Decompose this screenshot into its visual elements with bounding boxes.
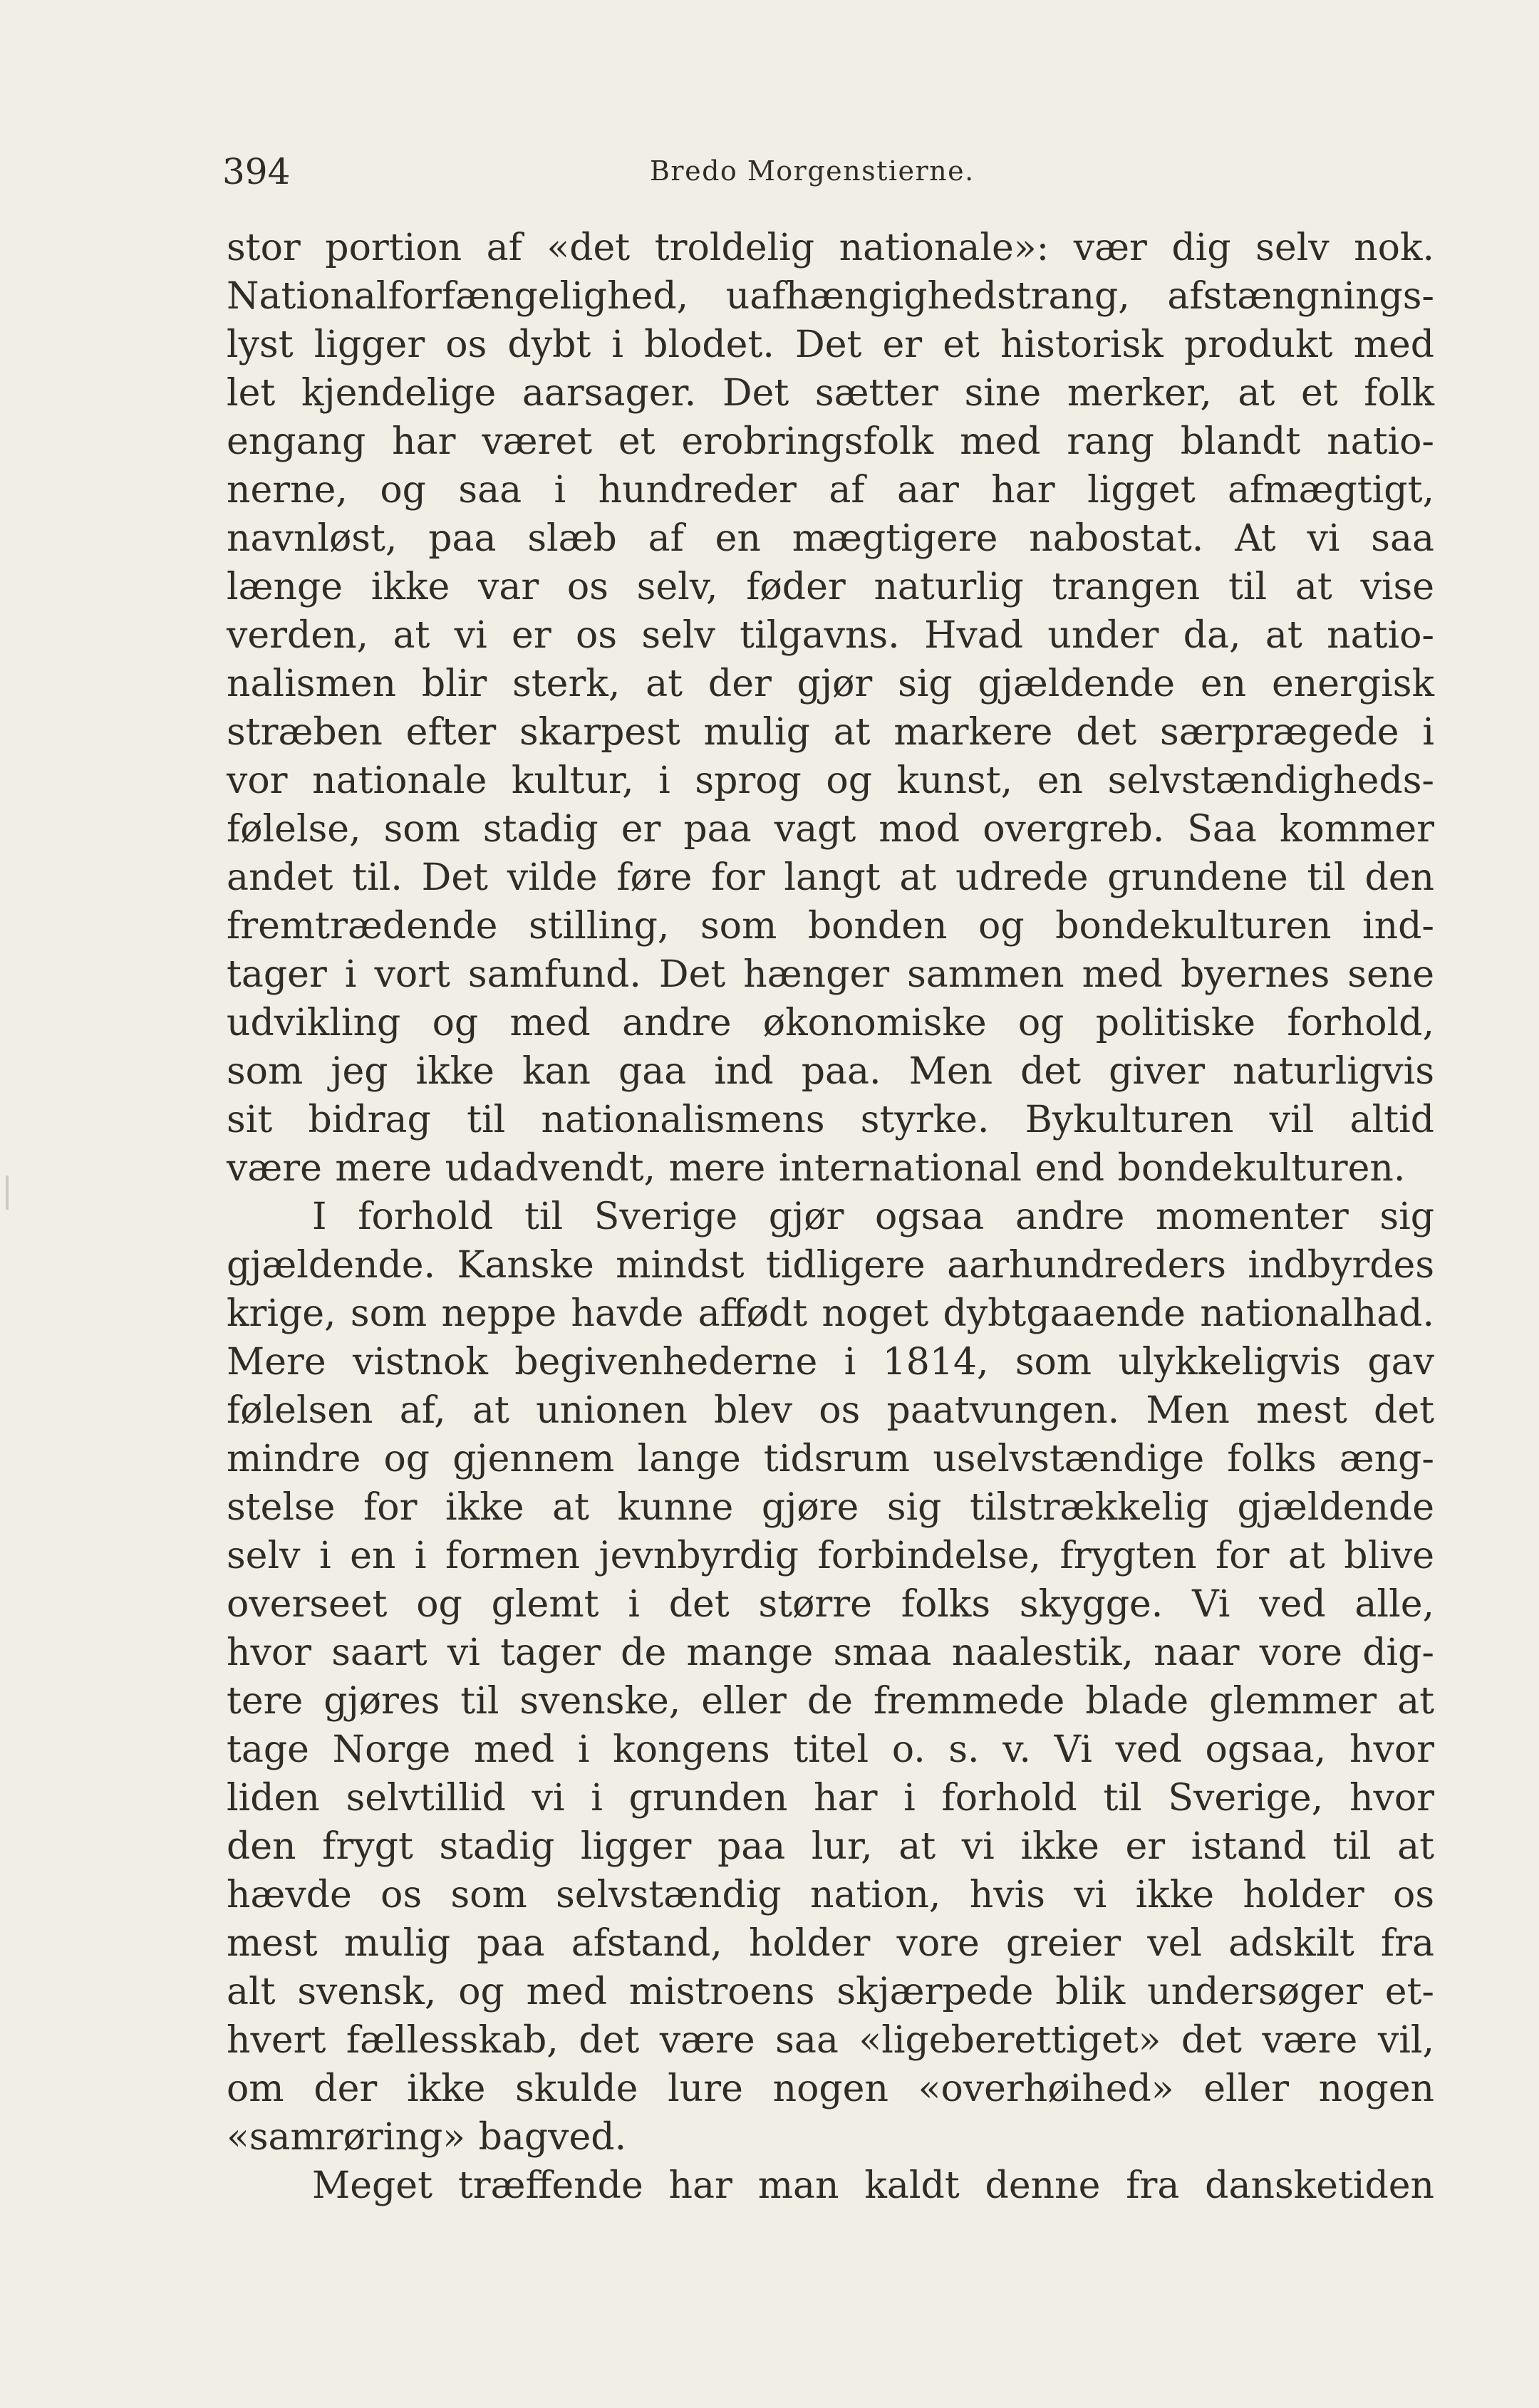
text-line: nalismen blir sterk, at der gjør sig gjældende en energisk [227, 663, 1434, 705]
page-number: 394 [222, 151, 291, 192]
text-line: mindre og gjennem lange tidsrum uselvstændige folks æng- [227, 1438, 1434, 1480]
text-line: den frygt stadig ligger paa lur, at vi ikke er istand til at [227, 1825, 1434, 1868]
text-line: gjældende. Kanske mindst tidligere aarhundreders indbyrdes [227, 1244, 1434, 1287]
text-line: «samrøring» bagved. [227, 2116, 627, 2159]
text-line: let kjendelige aarsager. Det sætter sine merker, at et folk [227, 372, 1434, 415]
body-text [227, 224, 1434, 2210]
text-line: hvert fællesskab, det være saa «ligeberettiget» det være vil, [227, 2019, 1434, 2062]
text-line: vor nationale kultur, i sprog og kunst, en selvstændigheds- [227, 759, 1434, 802]
text-line: være mere udadvendt, mere international end bondekulturen. [227, 1147, 1406, 1190]
text-line: udvikling og med andre økonomiske og politiske forhold, [227, 1002, 1434, 1044]
text-line: mest mulig paa afstand, holder vore greier vel adskilt fra [227, 1922, 1434, 1965]
text-line: Mere vistnok begivenhederne i 1814, som ulykkeligvis gav [227, 1341, 1434, 1384]
text-line: lyst ligger os dybt i blodet. Det er et historisk produkt med [227, 323, 1434, 366]
page-header [222, 147, 1434, 197]
text-line: stræben efter skarpest mulig at markere det særprægede i [227, 711, 1434, 754]
text-line: liden selvtillid vi i grunden har i forhold til Sverige, hvor [227, 1777, 1434, 1820]
text-line: sit bidrag til nationalismens styrke. Bykulturen vil altid [227, 1099, 1434, 1141]
text-line: krige, som neppe havde affødt noget dybtgaaende nationalhad. [227, 1292, 1434, 1335]
text-line: tere gjøres til svenske, eller de fremmede blade glemmer at [227, 1680, 1434, 1723]
paragraph-start-line: I forhold til Sverige gjør ogsaa andre momenter sig [312, 1195, 1434, 1238]
running-head: Bredo Morgenstierne. [650, 155, 975, 187]
text-line: andet til. Det vilde føre for langt at udrede grundene til den [227, 856, 1434, 899]
text-line: hvor saart vi tager de mange smaa naalestik, naar vore dig- [227, 1631, 1434, 1674]
text-line: følelsen af, at unionen blev os paatvungen. Men mest det [227, 1389, 1434, 1432]
margin-mark [6, 1176, 9, 1210]
text-line: fremtrædende stilling, som bonden og bondekulturen ind- [227, 905, 1434, 948]
text-line: nerne, og saa i hundreder af aar har ligget afmægtigt, [227, 469, 1434, 512]
text-line: stor portion af «det troldelig nationale»: vær dig selv nok. [227, 227, 1434, 269]
text-line: hævde os som selvstændig nation, hvis vi ikke holder os [227, 1874, 1434, 1916]
text-line: som jeg ikke kan gaa ind paa. Men det giver naturligvis [227, 1050, 1434, 1093]
text-line: tage Norge med i kongens titel o. s. v. Vi ved ogsaa, hvor [227, 1728, 1434, 1771]
text-line: stelse for ikke at kunne gjøre sig tilstrækkelig gjældende [227, 1486, 1434, 1529]
text-line: Nationalforfængelighed, uafhængighedstrang, afstængnings- [227, 275, 1434, 318]
text-line: tager i vort samfund. Det hænger sammen med byernes sene [227, 953, 1434, 996]
text-line: navnløst, paa slæb af en mægtigere nabostat. At vi saa [227, 517, 1434, 560]
paragraph-start-line: Meget træffende har man kaldt denne fra dansketiden [312, 2164, 1434, 2207]
text-line: overseet og glemt i det større folks skygge. Vi ved alle, [227, 1583, 1434, 1626]
text-line: om der ikke skulde lure nogen «overhøihed» eller nogen [227, 2067, 1434, 2110]
text-line: selv i en i formen jevnbyrdig forbindelse, frygten for at blive [227, 1535, 1434, 1577]
text-line: alt svensk, og med mistroens skjærpede blik undersøger et- [227, 1971, 1434, 2013]
text-line: længe ikke var os selv, føder naturlig trangen til at vise [227, 566, 1434, 608]
text-line: følelse, som stadig er paa vagt mod overgreb. Saa kommer [227, 808, 1434, 851]
text-line: verden, at vi er os selv tilgavns. Hvad under da, at natio- [227, 614, 1434, 657]
text-line: engang har været et erobringsfolk med rang blandt natio- [227, 420, 1434, 463]
